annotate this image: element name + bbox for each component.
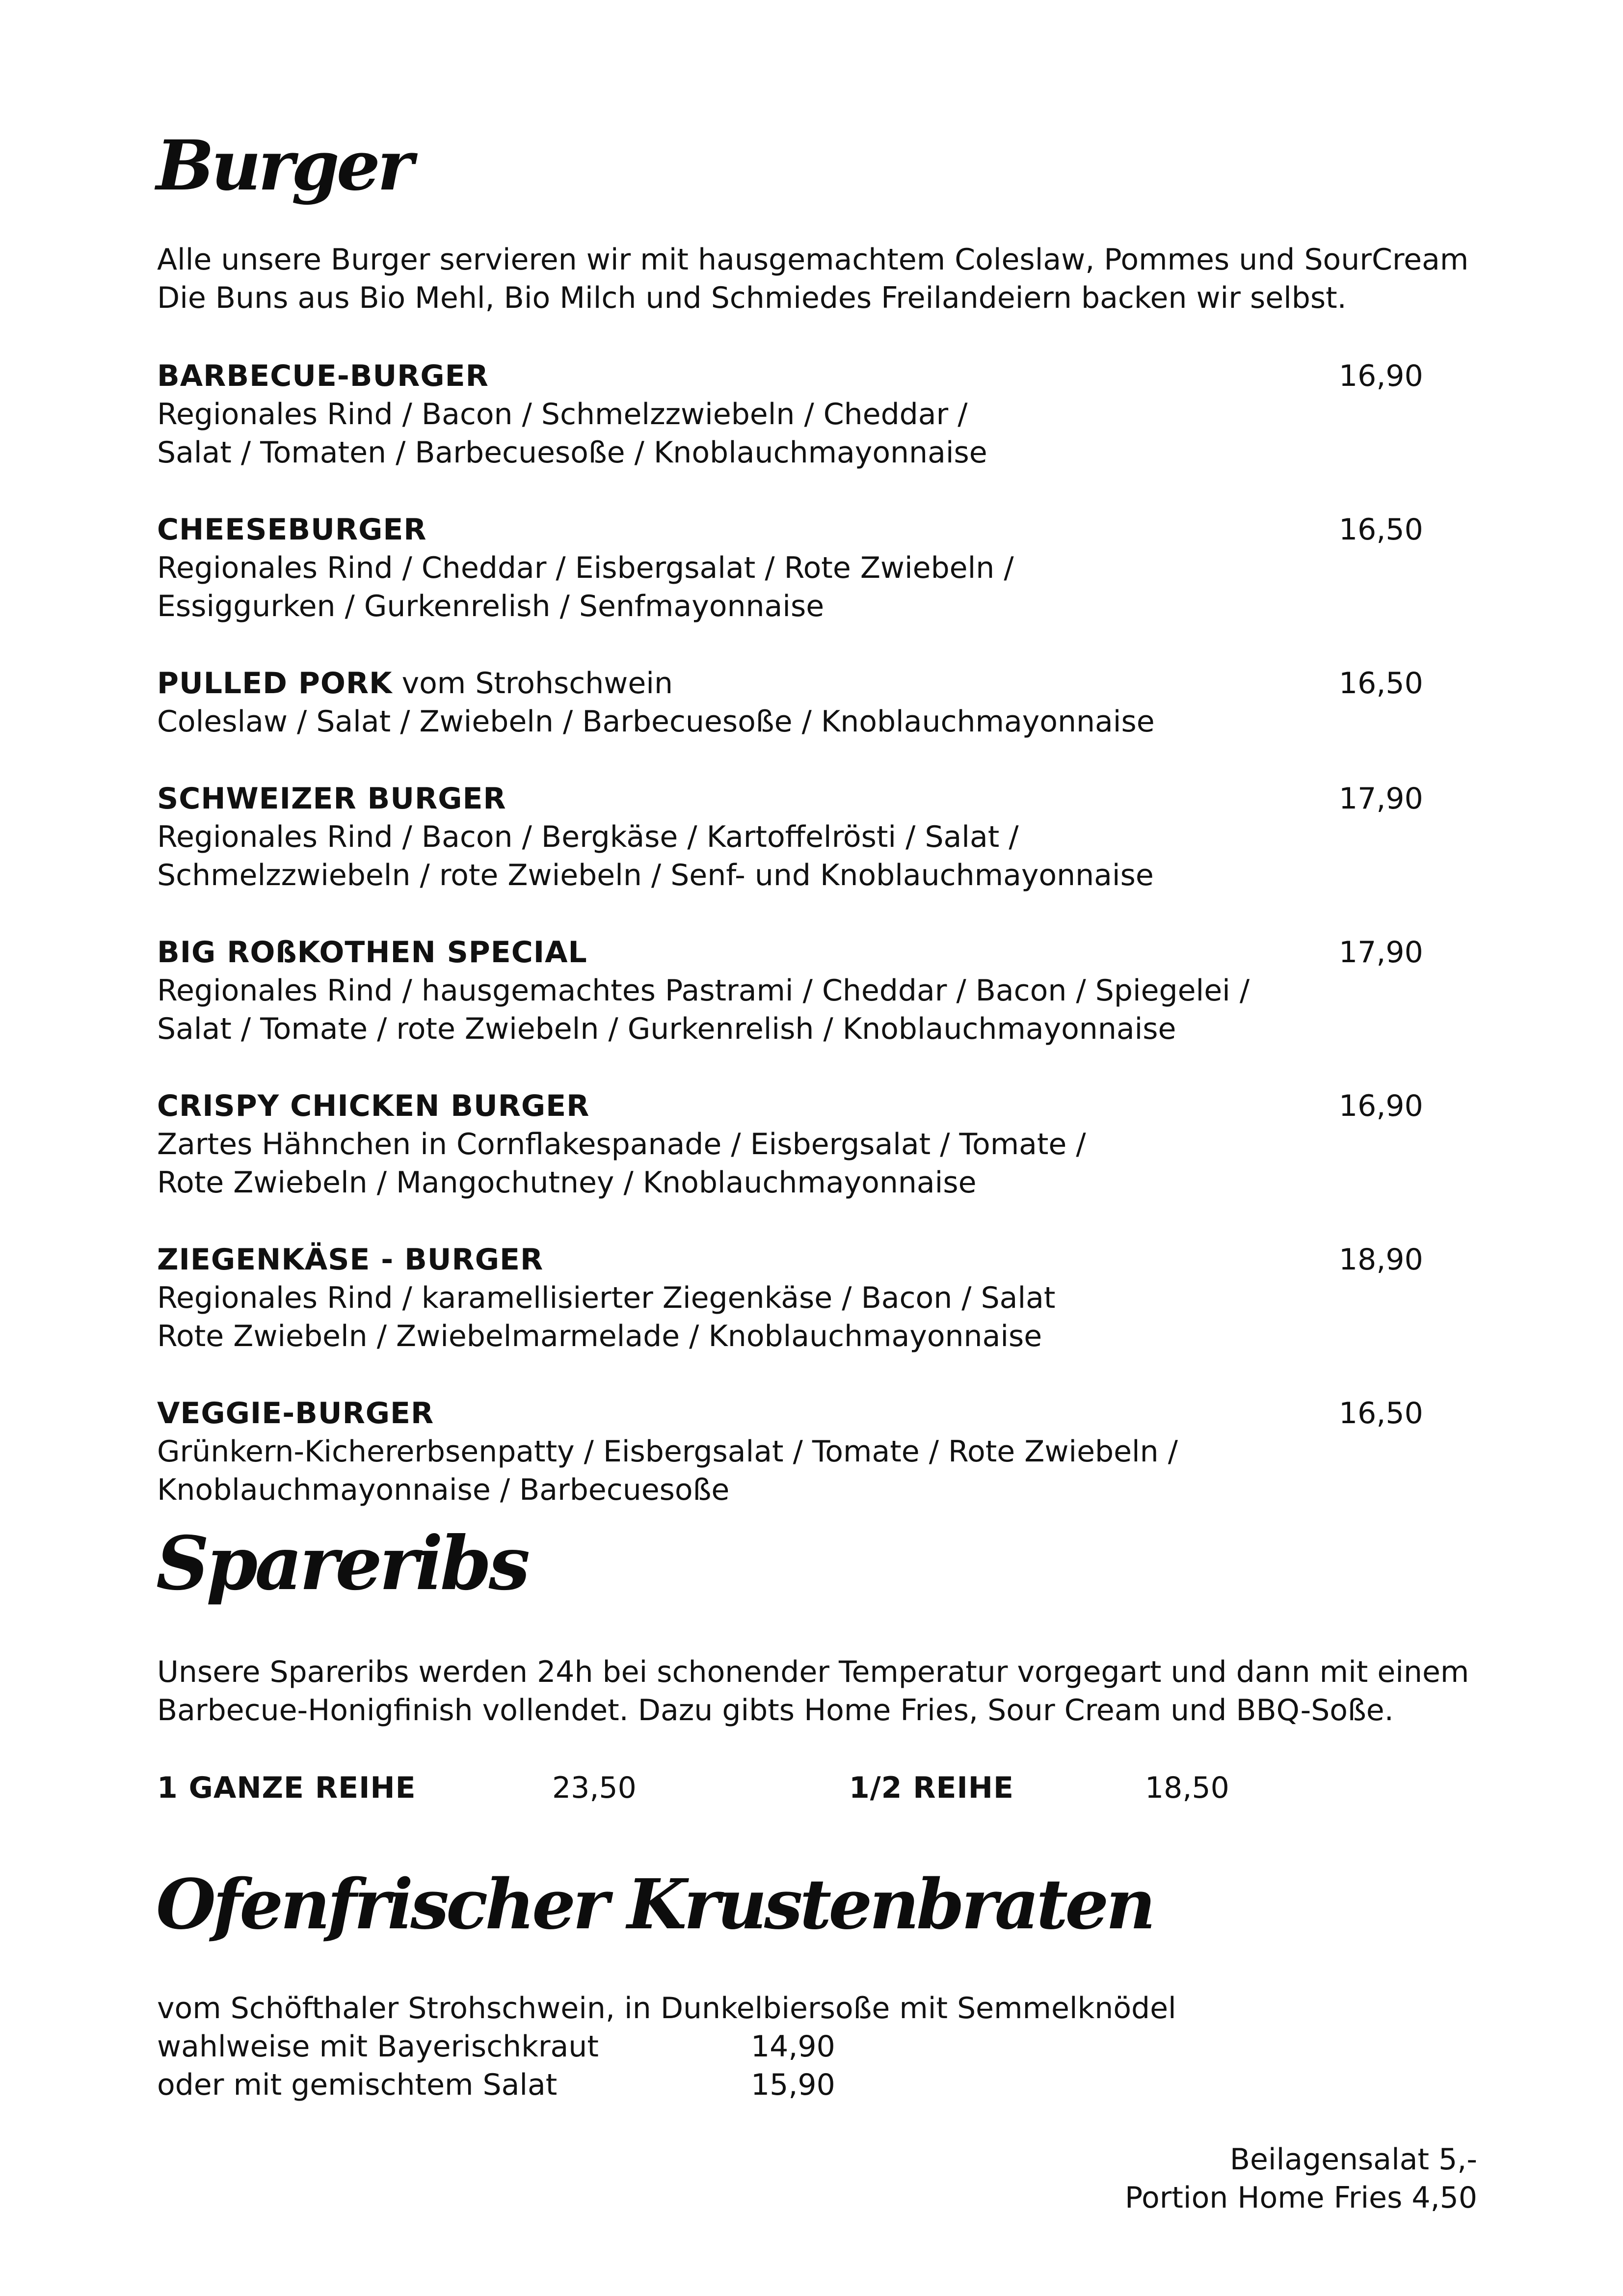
item-description-line-2: Salat / Tomaten / Barbecuesoße / Knoblauchmayonnaise (157, 435, 987, 470)
side-salad: Beilagensalat 5,- (1229, 2142, 1477, 2177)
spareribs-intro-line-1: Unsere Spareribs werden 24h bei schonender Temperatur vorgegart und dann mit einem (157, 1655, 1469, 1689)
item-name: CRISPY CHICKEN BURGER (157, 1089, 590, 1123)
item-description-line-1: Grünkern-Kichererbsenpatty / Eisbergsalat / Tomate / Rote Zwiebeln / (157, 1434, 1178, 1469)
menu-item-crispy-chicken-burger (157, 1087, 1433, 1202)
item-description-line-1: Regionales Rind / karamellisierter Ziegenkäse / Bacon / Salat (157, 1281, 1056, 1315)
item-price: 16,50 (1339, 1396, 1423, 1431)
spareribs-intro-line-2: Barbecue-Honigfinish vollendet. Dazu gibts Home Fries, Sour Cream und BBQ-Soße. (157, 1693, 1394, 1728)
burger-heading: Burger (156, 126, 411, 206)
item-name: BARBECUE-BURGER (157, 359, 489, 393)
item-description-line-1: Regionales Rind / Bacon / Bergkäse / Kartoffelrösti / Salat / (157, 820, 1019, 854)
spareribs-full-price: 23,50 (552, 1771, 637, 1805)
spareribs-heading: Spareribs (156, 1520, 528, 1607)
krustenbraten-description: vom Schöfthaler Strohschwein, in Dunkelbiersoße mit Semmelknödel (157, 1991, 1176, 2026)
item-price: 16,90 (1339, 359, 1423, 393)
item-description-line-1: Regionales Rind / Cheddar / Eisbergsalat / Rote Zwiebeln / (157, 551, 1014, 585)
item-name: VEGGIE-BURGER (157, 1396, 434, 1431)
krustenbraten-option-1-label: wahlweise mit Bayerischkraut (157, 2029, 599, 2064)
item-description-line-2: Schmelzzwiebeln / rote Zwiebeln / Senf- und Knoblauchmayonnaise (157, 858, 1154, 892)
menu-item-big-rosskothen-special (157, 933, 1433, 1048)
item-description-line-2: Knoblauchmayonnaise / Barbecuesoße (157, 1473, 730, 1507)
krustenbraten-option-2-price: 15,90 (751, 2068, 835, 2102)
menu-item-barbecue-burger (157, 357, 1433, 472)
menu-item-pulled-pork (157, 664, 1433, 741)
menu-item-cheeseburger (157, 511, 1433, 625)
krustenbraten-option-2-label: oder mit gemischtem Salat (157, 2068, 558, 2102)
item-name: BIG ROßKOTHEN SPECIAL (157, 935, 587, 970)
menu-item-schweizer-burger (157, 780, 1433, 894)
item-name: ZIEGENKÄSE - BURGER (157, 1243, 544, 1277)
spareribs-half-price: 18,50 (1145, 1771, 1229, 1805)
item-description-line-2: Rote Zwiebeln / Mangochutney / Knoblauchmayonnaise (157, 1165, 977, 1200)
item-description-line-2: Essiggurken / Gurkenrelish / Senfmayonnaise (157, 589, 825, 623)
item-price: 16,50 (1339, 666, 1423, 701)
item-description-line-1: Regionales Rind / Bacon / Schmelzzwiebeln / Cheddar / (157, 397, 968, 432)
menu-item-ziegenkaese-burger (157, 1241, 1433, 1355)
item-name: PULLED PORK (157, 666, 393, 701)
item-description-line-2: Salat / Tomate / rote Zwiebeln / Gurkenrelish / Knoblauchmayonnaise (157, 1012, 1176, 1046)
burger-intro-line-1: Alle unsere Burger servieren wir mit hausgemachtem Coleslaw, Pommes und SourCream (157, 243, 1469, 277)
item-description-line-2: Rote Zwiebeln / Zwiebelmarmelade / Knoblauchmayonnaise (157, 1319, 1042, 1353)
item-description-line-1: Zartes Hähnchen in Cornflakespanade / Eisbergsalat / Tomate / (157, 1127, 1086, 1162)
krustenbraten-heading: Ofenfrischer Krustenbraten (156, 1864, 1153, 1945)
krustenbraten-option-1-price: 14,90 (751, 2029, 835, 2064)
spareribs-full-label: 1 GANZE REIHE (157, 1771, 416, 1805)
burger-intro-line-2: Die Buns aus Bio Mehl, Bio Milch und Schmiedes Freilandeiern backen wir selbst. (157, 281, 1347, 315)
item-name: SCHWEIZER BURGER (157, 782, 506, 816)
item-description-line-1: Regionales Rind / hausgemachtes Pastrami / Cheddar / Bacon / Spiegelei / (157, 973, 1250, 1008)
item-price: 17,90 (1339, 782, 1423, 816)
spareribs-half-label: 1/2 REIHE (849, 1771, 1014, 1805)
item-price: 17,90 (1339, 935, 1423, 970)
item-price: 18,90 (1339, 1243, 1423, 1277)
item-name: CHEESEBURGER (157, 513, 427, 547)
menu-item-veggie-burger (157, 1394, 1433, 1509)
item-price: 16,50 (1339, 513, 1423, 547)
item-price: 16,90 (1339, 1089, 1423, 1123)
item-description-line-1: Coleslaw / Salat / Zwiebeln / Barbecuesoße / Knoblauchmayonnaise (157, 704, 1155, 739)
item-name-suffix: vom Strohschwein (392, 666, 673, 701)
side-home-fries: Portion Home Fries 4,50 (1124, 2181, 1477, 2215)
